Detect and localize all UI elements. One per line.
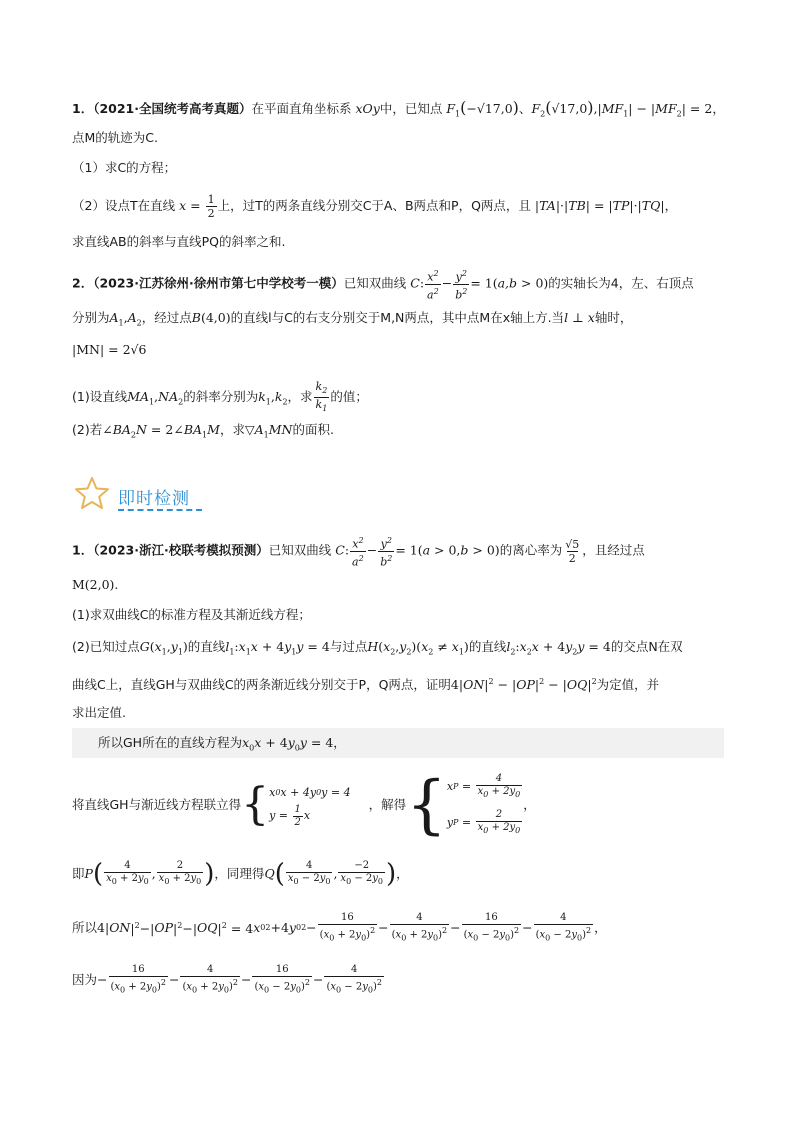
problem-text: 的直线l与C的右支分别交于M,N两点，其中点M在x轴上方.当	[230, 310, 565, 325]
problem-text: 的实轴长为4，左、右顶点	[548, 275, 694, 291]
problem-text: (2)已知过点	[72, 639, 140, 654]
problem-text: 曲线C上，直线GH与双曲线C的两条渐近线分别交于P，Q两点，证明	[72, 677, 451, 693]
problem-text: ，经过点	[141, 310, 192, 325]
problem-text: 的交点N在双	[610, 639, 683, 654]
solution-text: 将直线GH与渐近线方程联立得	[72, 797, 242, 812]
math-xoy: xOy	[355, 101, 380, 116]
problem-3-line-2: M(2,0).	[72, 577, 119, 592]
problem-source: （2023·浙江·校联考模拟预测）	[93, 542, 269, 558]
solution-line-3: 即 P ( $\frac{4}{x_0 + 2y_0}$ , $\frac{2}{x_0 + 2y_0}$ ) ，同理得 Q ( $\frac{4}{x_0 - 2y_0}$ , $\frac{-2}{x_0 - 2y_0}$ ) ，	[72, 859, 409, 889]
equation-system: x 0 x + 4 y 0 y = 4 y = $\frac{1}{2}$ x	[269, 785, 351, 828]
problem-text: 的直线	[468, 639, 507, 654]
solution-text: 所以GH所在的直线方程为	[98, 735, 243, 750]
problem-text: 的值；	[330, 389, 368, 405]
problem-text: 的离心率为	[499, 542, 563, 558]
problem-number: 1．	[72, 542, 94, 558]
fraction-sqrt5-2: $\frac{√5}{2}$	[565, 537, 580, 565]
solution-text: 所以	[72, 920, 98, 935]
problem-3-line-1: 1．（2023·浙江·校联考模拟预测）已知双曲线 C: $\frac{x^2}{a^2}$ − $\frac{y^2}{b^2}$ = 1(a > 0,b > 0)的离心率为 $\frac{√5}{2}$ ，且经过点	[72, 536, 645, 569]
problem-text: 轴时，	[594, 310, 633, 325]
solution-line-1: 所以GH所在的直线方程为$x_0x + 4y_0y = 4$，	[98, 735, 346, 753]
problem-text: ，	[664, 198, 678, 213]
problem-1-question-2: （2）设点T在直线 x = $\frac{1}{2}$ 上，过T的两条直线分别交C于A、B两点和P，Q两点，且 |TA|·|TB| = |TP|·|TQ|，	[72, 193, 678, 220]
solution-text: ，	[396, 866, 409, 881]
problem-text: ，且经过点	[582, 542, 645, 558]
solution-text: ，	[333, 735, 346, 750]
problem-2-line-3: |MN| = 2√6	[72, 342, 147, 357]
section-underline	[118, 509, 202, 511]
problem-source: （2023·江苏徐州·徐州市第七中学校考一模）	[93, 275, 344, 291]
solution-text: ，	[523, 797, 536, 812]
fraction-x2-a2: $\frac{x^2}{a^2}$	[427, 269, 439, 302]
problem-text: ，	[712, 101, 725, 116]
problem-3-question-2-end: 求出定值.	[72, 705, 126, 720]
problem-1-line-2: 点M的轨迹为C.	[72, 130, 158, 145]
problem-source: （2021·全国统考高考真题）	[93, 101, 252, 116]
problem-3-question-1: (1)求双曲线C的标准方程及其渐近线方程；	[72, 607, 311, 622]
solution-text: ，同理得	[214, 866, 265, 881]
star-icon	[74, 476, 110, 510]
problem-text: (1)设直线	[72, 389, 128, 405]
problem-3-question-2: (2)已知过点$G(x_1,y_1)$的直线$l_1:x_1x + 4y_1y = 4$与过点$H(x_2,y_2)(x_2 \ne x_1)$的直线$l_2:x_2x + 4y_2y = 4$的交点N在双	[72, 639, 683, 657]
fraction-k2-k1: $\frac{k_2}{k_1}$	[315, 380, 328, 414]
solution-text: ，	[594, 920, 607, 935]
problem-text: (2)若	[72, 422, 103, 437]
problem-1-question-2-cont: 求直线AB的斜率与直线PQ的斜率之和.	[72, 234, 286, 249]
problem-text: 上，过T的两条直线分别交C于A、B两点和P，Q两点，且	[217, 198, 531, 213]
problem-text: 的面积.	[292, 422, 334, 437]
problem-text: 与过点	[329, 639, 368, 654]
problem-number: 1．	[72, 101, 94, 116]
problem-number: 2．	[72, 275, 94, 291]
problem-text: 在平面直角坐标系	[251, 101, 352, 116]
problem-1-question-1: （1）求C的方程；	[72, 160, 177, 175]
section-header	[72, 474, 292, 514]
section-title: 即时检测	[118, 489, 190, 509]
problem-2-question-2: (2)若$\angle BA_2N$ = $2\angle BA_1M$，求$▽A_1MN$的面积.	[72, 422, 334, 440]
problem-2-question-1: (1)设直线$MA_1,NA_2$的斜率分别为$k_1,k_2$，求 $\frac{k_2}{k_1}$ 的值；	[72, 380, 368, 414]
problem-text: 已知双曲线	[343, 275, 407, 291]
problem-text: ，求	[219, 422, 245, 437]
solution-system: x P = $\frac{4}{x_0 + 2y_0}$ y P = $\frac{2}{x_0 + 2y_0}$	[446, 773, 521, 835]
fraction-y2-b2: $\frac{y^2}{b^2}$	[380, 536, 393, 569]
problem-1-line-1: 1．（2021·全国统考高考真题）在平面直角坐标系 xOy中，已知点 $F_1(-√17,0)$、$F_2(√17,0),|MF_1| - |MF_2| = 2$，	[72, 98, 725, 119]
solution-text: ，解得	[368, 797, 407, 812]
problem-2-line-2: 分别为$A_1,A_2$，经过点B(4,0)的直线l与C的右支分别交于M,N两点，其中点M在x轴上方.当l ⊥ x轴时，	[72, 310, 633, 328]
math-f1: F	[446, 101, 456, 116]
problem-text: 为定值，并	[596, 677, 660, 693]
problem-2-line-1: 2．（2023·江苏徐州·徐州市第七中学校考一模）已知双曲线 C: $\frac{x^2}{a^2}$ − $\frac{y^2}{b^2}$ = 1(a,b > 0)的实轴长为4，左、右顶点	[72, 269, 694, 302]
solution-line-5: 因为 − $\frac{16}{(x_0 + 2y_0)^2}$ − $\frac{4}{(x_0 + 2y_0)^2}$ − $\frac{16}{(x_0 - 2y_0)^2}$ − $\frac{4}{(x_0 - 2y_0)^2}$	[72, 963, 382, 995]
solution-line-4: 所以 4| ON $|^2-|$ OP $|^2-|$ OQ $|^2 = 4$ x 0 2 +4 y 0 2 − $\frac{16}{(x_0 + 2y_0)^2}$ − $\frac{4}{(x_0 + 2y_0)^2}$ − $\frac{16}{(x_0 - 2y_0)^2}$ − $\frac{4}{(x_0 - 2y_0)^2}$ ，	[72, 911, 607, 943]
problem-text: （2）设点T在直线	[72, 198, 176, 213]
solution-text: 即	[72, 866, 85, 881]
fraction-y2-b2: $\frac{y^2}{b^2}$	[455, 269, 468, 302]
problem-text: 已知双曲线	[268, 542, 332, 558]
solution-line-2: 将直线GH与渐近线方程联立得 { x 0 x + 4 y 0 y = 4 y = $\frac{1}{2}$ x ，解得 { x P = $\frac{4}{x_0 + 2y_0}$ y P = $\frac{2}{x_0 + 2y_0}$ ，	[72, 768, 536, 842]
problem-text: 分别为	[72, 310, 110, 325]
problem-text: 的斜率分别为	[183, 389, 259, 405]
solution-text: 因为	[72, 972, 98, 987]
problem-text: 的直线	[187, 639, 226, 654]
problem-3-question-2-cont: 曲线C上，直线GH与双曲线C的两条渐近线分别交于P，Q两点，证明$4|ON|^2 - |OP|^2 - |OQ|^2$为定值，并	[72, 677, 660, 693]
problem-text: 中，已知点	[379, 101, 443, 116]
problem-text: ，求	[287, 389, 313, 405]
fraction-x2-a2: $\frac{x^2}{a^2}$	[352, 536, 364, 569]
fraction-one-half: $\frac{1}{2}$	[207, 193, 215, 220]
